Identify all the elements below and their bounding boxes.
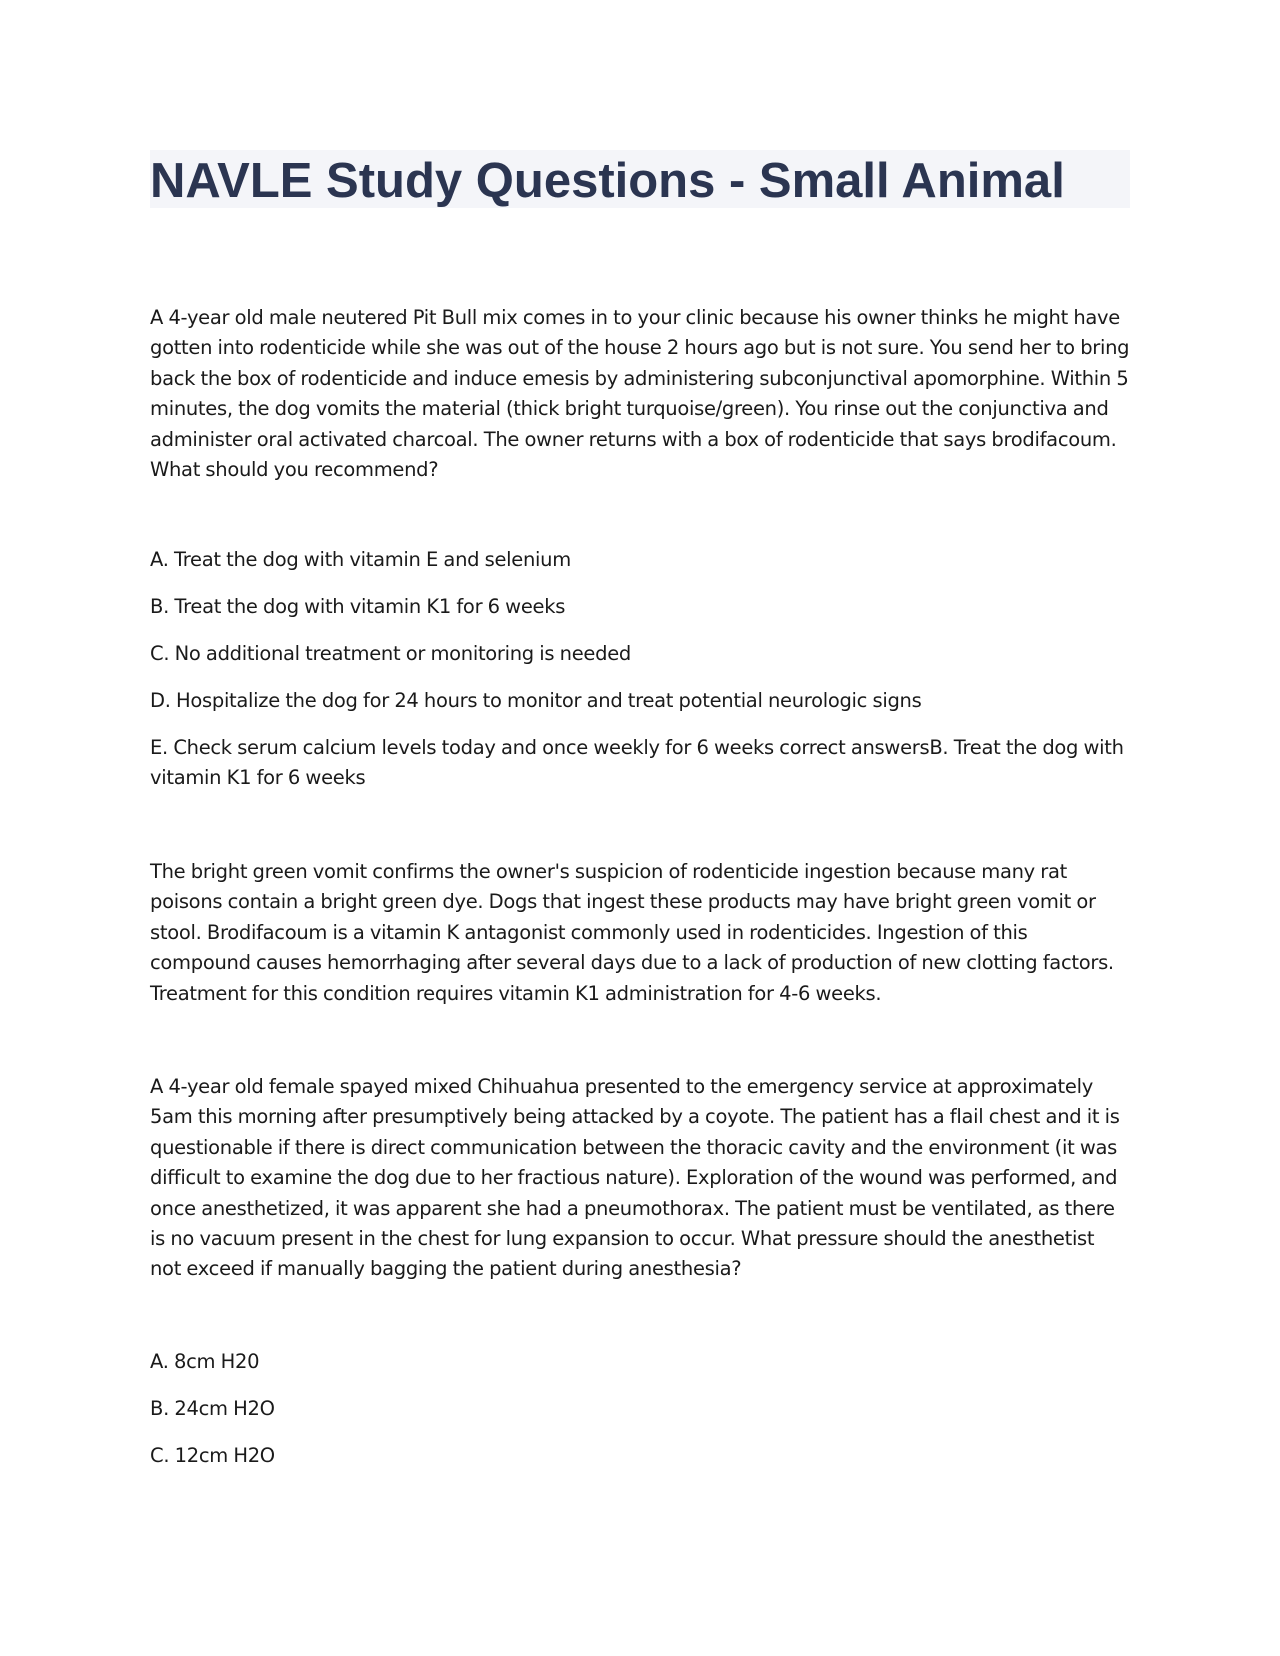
question-2-stem: A 4-year old female spayed mixed Chihuahua presented to the emergency service at approximately 5am this morning after presumptively being attacked by a coyote. The patient has a flail chest and it is questionable if there is direct communication between the thoracic cavity and the environment (it was difficult to examine the dog due to her fractious nature). Exploration of the wound was performed, and once anesthetized, it was apparent she had a pneumothorax. The patient must be ventilated, as there is no vacuum present in the chest for lung expansion to occur. What pressure should the anesthetist not exceed if manually bagging the patient during anesthesia? <box>150 1075 1120 1281</box>
title-band <box>150 150 1130 208</box>
question-2-option-c: C. 12cm H2O <box>150 1444 275 1467</box>
question-1-option-e: E. Check serum calcium levels today and once weekly for 6 weeks correct answersB. Treat the dog with vitamin K1 for 6 weeks <box>150 736 1124 790</box>
question-1-option-c: C. No additional treatment or monitoring is needed <box>150 642 631 665</box>
question-1-option-a: A. Treat the dog with vitamin E and selenium <box>150 548 571 571</box>
question-1-option-d: D. Hospitalize the dog for 24 hours to monitor and treat potential neurologic signs <box>150 689 922 712</box>
question-1-explanation: The bright green vomit confirms the owner's suspicion of rodenticide ingestion because many rat poisons contain a bright green dye. Dogs that ingest these products may have bright green vomit or stool. Brodifacoum is a vitamin K antagonist commonly used in rodenticides. Ingestion of this compound causes hemorrhaging after several days due to a lack of production of new clotting factors. Treatment for this condition requires vitamin K1 administration for 4-6 weeks. <box>150 860 1114 1005</box>
document-title: NAVLE Study Questions - Small Animal <box>150 154 1065 208</box>
document-page <box>150 150 1130 1467</box>
question-2-option-b: B. 24cm H2O <box>150 1397 275 1420</box>
question-2-option-a: A. 8cm H20 <box>150 1350 260 1373</box>
question-1-stem: A 4-year old male neutered Pit Bull mix comes in to your clinic because his owner thinks he might have gotten into rodenticide while she was out of the house 2 hours ago but is not sure. You send her to bring back the box of rodenticide and induce emesis by administering subconjunctival apomorphine. Within 5 minutes, the dog vomits the material (thick bright turquoise/green). You rinse out the conjunctiva and administer oral activated charcoal. The owner returns with a box of rodenticide that says brodifacoum. What should you recommend? <box>150 306 1130 482</box>
question-1-option-b: B. Treat the dog with vitamin K1 for 6 weeks <box>150 595 566 618</box>
